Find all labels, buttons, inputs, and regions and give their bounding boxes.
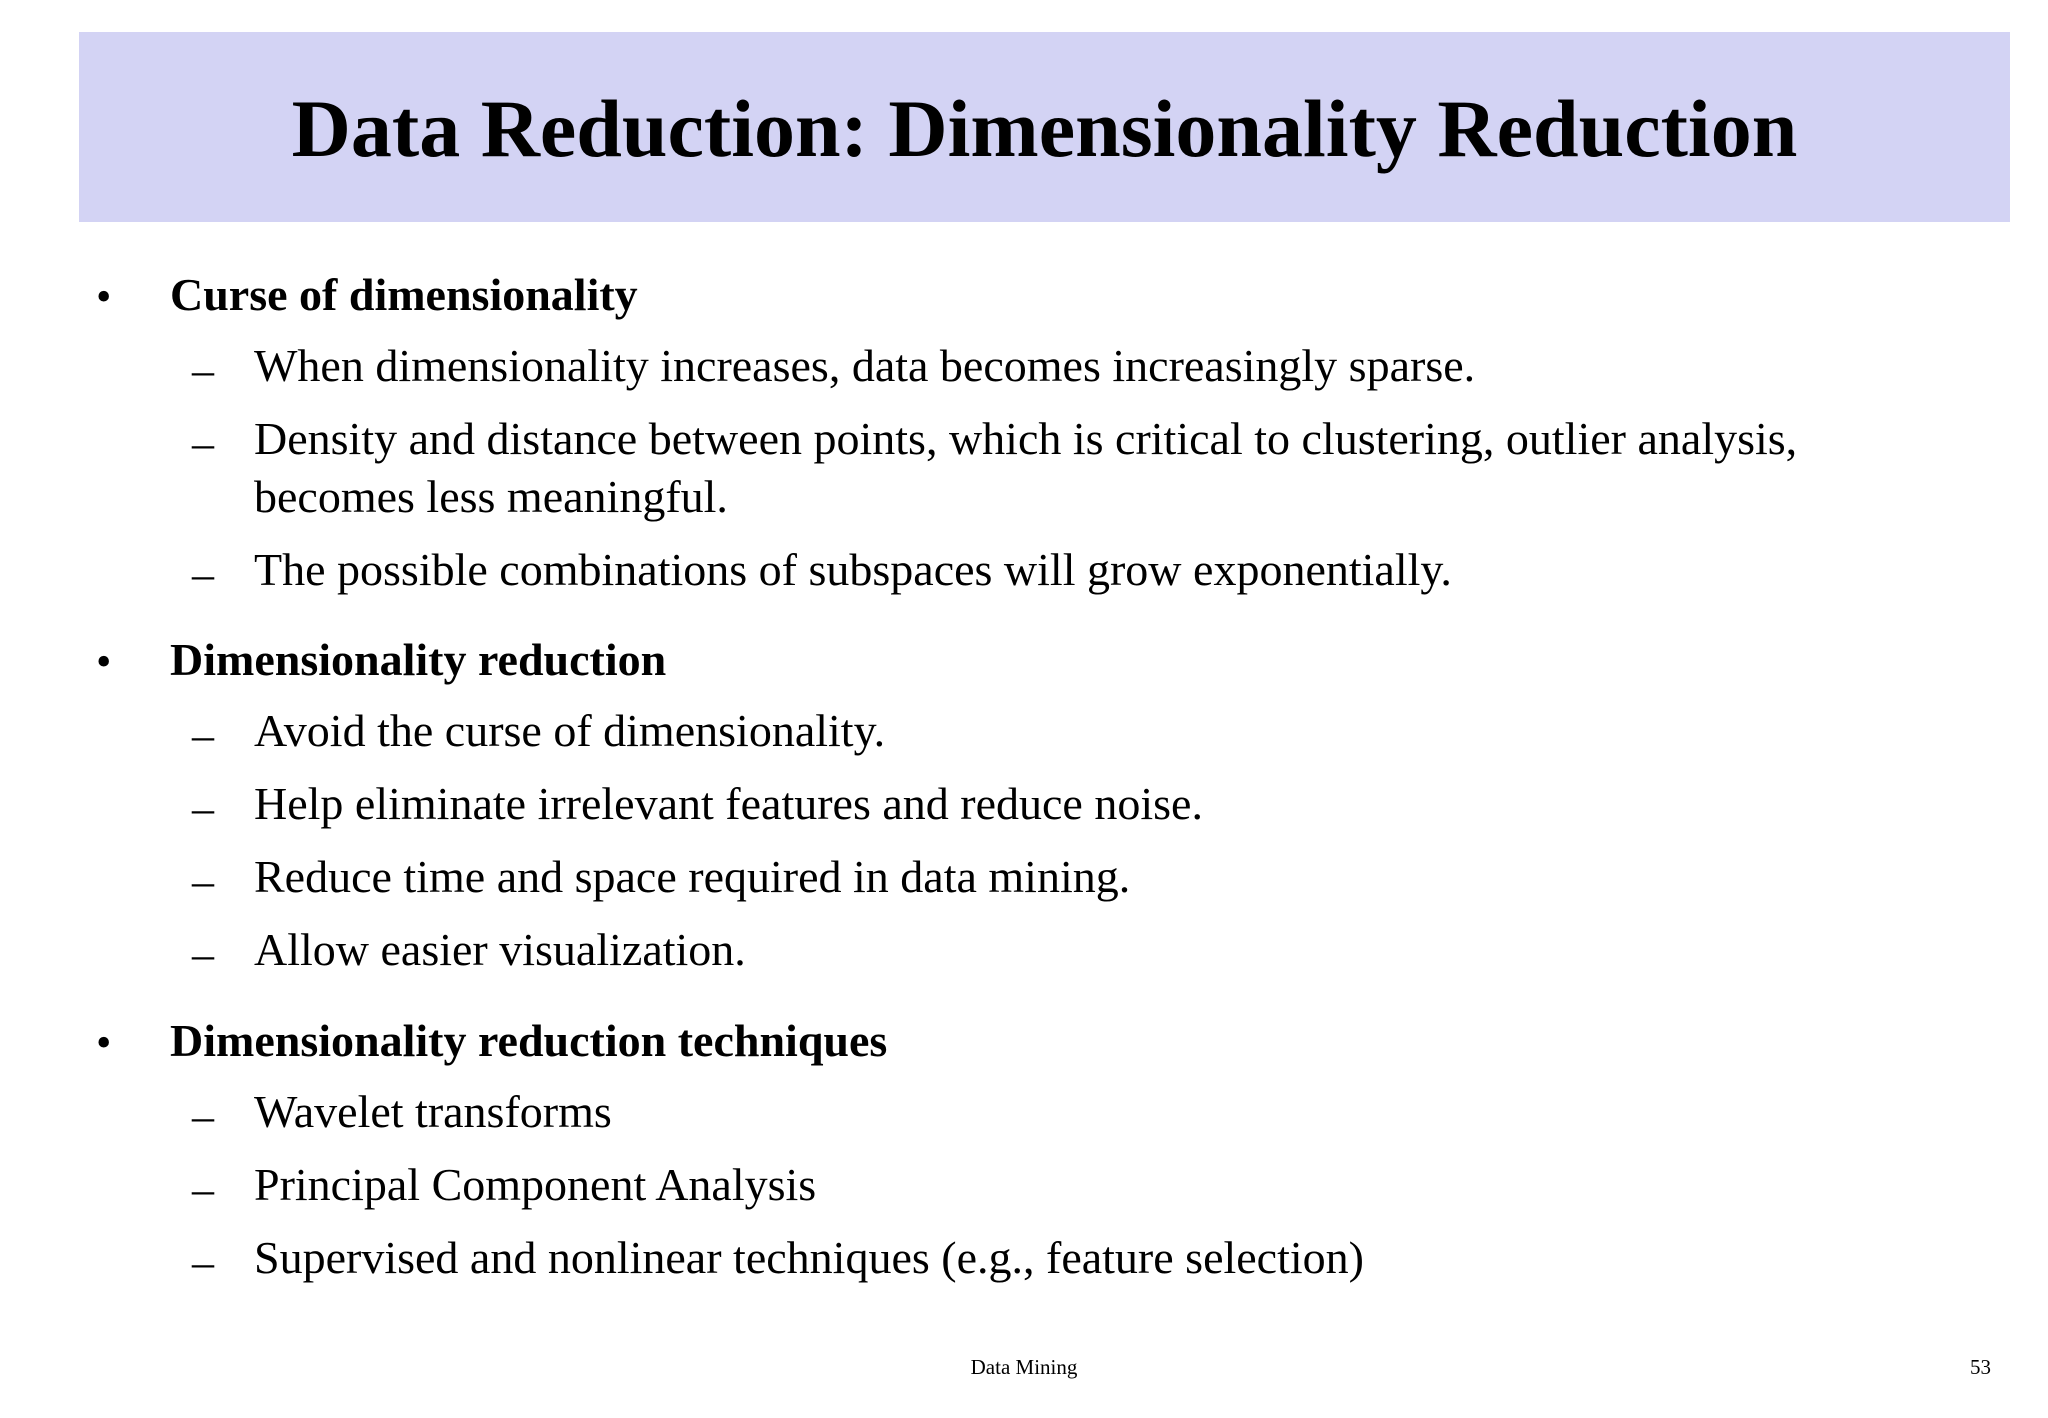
slide-title: Data Reduction: Dimensionality Reduction	[291, 83, 1798, 174]
list-item: Wavelet transforms	[254, 1086, 612, 1137]
dash-marker: –	[192, 1092, 214, 1141]
dash-marker: –	[192, 346, 214, 395]
list-item: When dimensionality increases, data becomes increasingly sparse.	[254, 340, 1476, 391]
section-heading-curse: Curse of dimensionality	[170, 269, 638, 320]
list-item: Allow easier visualization.	[254, 924, 746, 975]
dash-marker: –	[192, 857, 214, 906]
page-number: 53	[1970, 1355, 1991, 1379]
bullet-marker: •	[96, 272, 112, 321]
footer-title: Data Mining	[970, 1355, 1078, 1379]
list-item: Help eliminate irrelevant features and reduce noise.	[254, 778, 1203, 829]
section-heading-techniques: Dimensionality reduction techniques	[170, 1015, 888, 1066]
list-item: Avoid the curse of dimensionality.	[254, 705, 886, 756]
list-item: The possible combinations of subspaces will grow exponentially.	[254, 544, 1452, 595]
dash-marker: –	[192, 1165, 214, 1214]
section-heading-reduction: Dimensionality reduction	[170, 634, 667, 685]
dash-marker: –	[192, 550, 214, 599]
list-item: Density and distance between points, which is critical to clustering, outlier analysis,	[254, 413, 1798, 464]
bullet-marker: •	[96, 1018, 112, 1067]
dash-marker: –	[192, 419, 214, 468]
list-item: Reduce time and space required in data mining.	[254, 851, 1131, 902]
list-item: Supervised and nonlinear techniques (e.g., feature selection)	[254, 1232, 1364, 1283]
dash-marker: –	[192, 784, 214, 833]
dash-marker: –	[192, 711, 214, 760]
dash-marker: –	[192, 1238, 214, 1287]
list-item: Principal Component Analysis	[254, 1159, 817, 1210]
list-item-continuation: becomes less meaningful.	[254, 471, 728, 522]
dash-marker: –	[192, 930, 214, 979]
bullet-marker: •	[96, 637, 112, 686]
